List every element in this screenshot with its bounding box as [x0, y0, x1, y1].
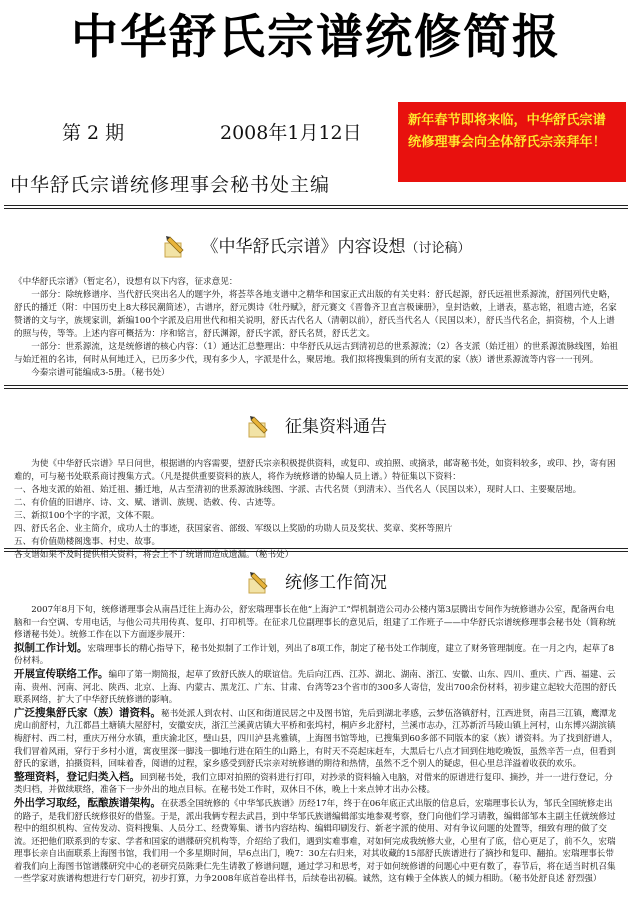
- section-3-heading: 统修工作简况: [285, 573, 387, 593]
- paragraph: 今秦宗谱可能编成3-5册。（秘书处）: [31, 368, 170, 378]
- section-1-title: [0, 232, 632, 261]
- pencil-icon: [161, 235, 187, 261]
- paragraph: 宏瑞理事长的精心指导下，秘书处拟制了工作计划，列出了8项工作，制定了秘书处工作制度，建立了财务管理制度。在一月之内，起草了8份材料。: [14, 643, 615, 667]
- paragraph: 在获悉全国统修的《中华邹氏族谱》历经17年，终于在06年底正式出版的信息后，宏瑞理事长认为，邹氏全国统修走出的路子，是我们舒氏统修很好的借鉴。于是，派出我俩专程去武昌，到中华邹氏族谱编辑部实地参观考察，登门向他们学习请教，编辑部邹本主副主任就统修过程中的组织机构、宣传发动、资料搜集、人员分工、经费筹集、谱书内容结构、编辑印刷发行、新老字派的使用、对有争议问题的处置等，细致有理的做了交流。还把他们联系到的专家、学者和国家的谱牒研究机构等，介绍给了我们，遇到实难事难，对如何完成我统修大业，心里有了底，信心更足了，前不久，宏瑞理事长亲自出面联系上海图书馆，我们用一个多星期时间，早6点出门，晚7：30左右归来，对其收藏的15部舒氏族谱进行了摘抄和复印、翻拍。宏瑞理事长带着我们向上海图书馆谱牒研究中心的老研究员陈秉仁先生请教了修谱问题，通过学习和思考，对于如何统修谱的问题心中更有数了，春节后，将在适当时机召集一些学家对族谱构想进行专门研究，初步打算，力争2008年底首卷出样书，后续卷出初稿。诚然，这有赖于全体族人的倾力相助。: [14, 798, 616, 885]
- paragraph: 为使《中华舒氏宗谱》早日问世，根据谱的内容需要，望舒氏宗亲积极提供资料，或复印、或拍照、或摘录，邮寄秘书处，如资料较多，或印、抄，寄有困难的，可与秘书处联系商讨搜集方式。（凡是提供重要资料的族人，将作为统修谱的协编人员上谱。）特征集以下资料：: [14, 459, 616, 482]
- issue-number: 第 2 期: [62, 122, 125, 144]
- subheading: 整理资料，登记归类入档。: [14, 770, 140, 783]
- list-item: 一、各地支派的始祖、始迁祖、播迁地，从古至清初的世系源流脉线图、字派、古代名贤（到清末）、当代名人（民国以来），现时人口、主要聚居地。: [14, 485, 582, 495]
- signature: （秘书处舒良述 舒烈强）: [508, 874, 602, 885]
- list-item: 四、舒氏名企、业主简介，成功人士的事迹，获国家省、部级、军级以上奖励的功勋人员及奖状、奖章、奖杯等照片: [14, 524, 453, 534]
- section-1-heading: 《中华舒氏宗谱》内容设想: [201, 237, 406, 257]
- section-2-body: [14, 458, 620, 560]
- subheading: 开展宣传联络工作。: [14, 667, 109, 680]
- pencil-icon: [245, 571, 271, 597]
- section-2-title: [0, 412, 632, 441]
- paragraph: 回到秘书处，我们立即对拍照的资料进行打印，对抄录的资料输入电脑，对借来的原谱进行复印、摘抄，并一一进行登记，分类归档，并做续联络，准备下一步外出的地点目标。在秘书处工作时，双休日不休，晚上十来点钟才出办公楼。: [14, 772, 613, 796]
- list-item: 五、有价值勋楼阁逸事、村史、故事。: [14, 537, 161, 547]
- section-3-body: [14, 604, 620, 896]
- masthead-title: 中华舒氏宗谱统修简报: [71, 10, 561, 65]
- section-1-subtitle: （讨论稿）: [405, 241, 471, 256]
- list-item: 三、新拟100个字的字派，文体不限。: [14, 511, 160, 521]
- paragraph: 一部分：世系源流，这是统修谱的核心内容：（1）通达汇总整理出：中华舒氏从远古到清初总的世系源流；（2）各支派（始迁祖）的世系源流脉线图，始祖与始迁祖的名讳，何时从何地迁入，已历多少代，现有多少人，字派是什么，聚居地。我们拟将搜集到的所有支派的家（族）谱世系源流等内容一一刊列。: [14, 342, 618, 365]
- paragraph: 《中华舒氏宗谱》（暂定名），设想有以下内容，征求意见：: [14, 277, 238, 287]
- list-item: 二、有价值的旧谱序、诗、文、赋、谱训、族规、诰敕、传、古迹等。: [14, 498, 281, 508]
- paragraph: 一部分：除统修谱序、当代舒氏突出名人的题字外，将荟萃各地支谱中之精华和国家正式出版的有关史料：舒氏起源，舒氏远祖世系源流，舒国列代史略，舒氏的播迁（附：中国历史上8大移民潮简述），古谱序，舒元舆诗《牡丹赋》，舒元赛文《晋鲁齐卫直言极谏册》，皇封诰敕，上谱表，墓志铭，祖遗古迹，名家赞谱的文与字，族规家训，新编100个字派及启用世代和相关说明，舒氏古代名人（清朝以前），舒氏当代名人（民国以来），舒氏当代名企，捐资榜，个人上谱的照与传，等等。上述内容可概括为：序和铭言，舒氏渊源，舒氏字派，舒氏名贤，舒氏艺文。: [14, 290, 617, 339]
- divider: [4, 205, 628, 209]
- subheading: 拟制工作计划。: [14, 641, 88, 654]
- paragraph: 2007年8月下旬，统修谱理事会从南昌迁往上海办公，舒宏瑞理事长在他“上海沪工”焊机制造公司办公楼内第3层腾出专间作为统修谱办公室，配备两台电脑和一台空调、专用电话，与他公司共用传真、复印、打印机等。在征求几位副理事长的意见后，组建了工作班子——中华舒氏宗谱统修理事会秘书处（简称统修谱秘书处）。统修工作在以下方面逐步展开：: [14, 605, 616, 641]
- issue-date: 2008年1月12日: [220, 122, 362, 144]
- new-year-banner: 新年春节即将来临，中华舒氏宗谱统修理事会向全体舒氏宗亲拜年！: [398, 102, 626, 182]
- section-3-title: [0, 568, 632, 597]
- subheading: 外出学习取经，酝酿族谱架构。: [14, 796, 161, 809]
- paragraph: 编印了第一期简报，起草了致舒氏族人的联谊信。先后向江西、江苏、湖北、湖南、浙江、安徽、山东、四川、重庆、广西、福建、云南、贵州、河南、河北、陕西、北京、上海、内蒙古、黑龙江、广东、甘肃、台湾等23个省市的300多人寄信，发出700余份材料，初步建立起较大范围的舒氏联系网络，扩大了中华舒氏统修谱的影响。: [14, 669, 617, 706]
- pencil-icon: [245, 415, 271, 441]
- publisher-line: 中华舒氏宗谱统修理事会秘书处主编: [10, 174, 331, 196]
- divider: [4, 548, 628, 552]
- section-2-heading: 征集资料通告: [285, 417, 387, 437]
- divider: [4, 385, 628, 389]
- section-1-body: [14, 276, 620, 376]
- paragraph: 秘书处派人到农村、山区和街道民居之中及图书馆，先后到湖北孝感，云梦伍洛镇舒村，江西进贤，南昌三江镇，鹰潭龙虎山前舒村，九江都昌土塘镇大屋舒村，安徽安庆，浙江兰溪黄店镇大平桥和张坞村，桐庐乡北舒村，兰溪市志办，江苏新沂马陵山镇上河村，山东博兴湖滨镇梅舒村、西二村，重庆万州分水镇，重庆渝北区，璧山县，四川泸县兆雅镇，上海图书馆等地，已搜集到60多部不同版本的家（族）谱资料。为了找到舒谱人，我们冒着风雨，穿行于乡村小道，寓夜里深一脚浅一脚地行进在陌生的山路上，有时天不亮起床赶车，大黑后七八点才回到住地吃晚饭，虽然辛苦一点，但看到舒氏的家谱，拍摄资料，回味着香，阅谱的过程，家乡感受到舒氏宗亲对统修谱的期待和热情，虽然不乏个别人的疑虑，但心里总洋溢着收获的欢乐。: [14, 708, 618, 770]
- subheading: 广泛搜集舒氏家（族）谱资料。: [14, 706, 161, 719]
- paragraph: 各支谱如果不及时提供相关资料，将会上不了统谱而造成遗漏。（秘书处）: [14, 550, 294, 560]
